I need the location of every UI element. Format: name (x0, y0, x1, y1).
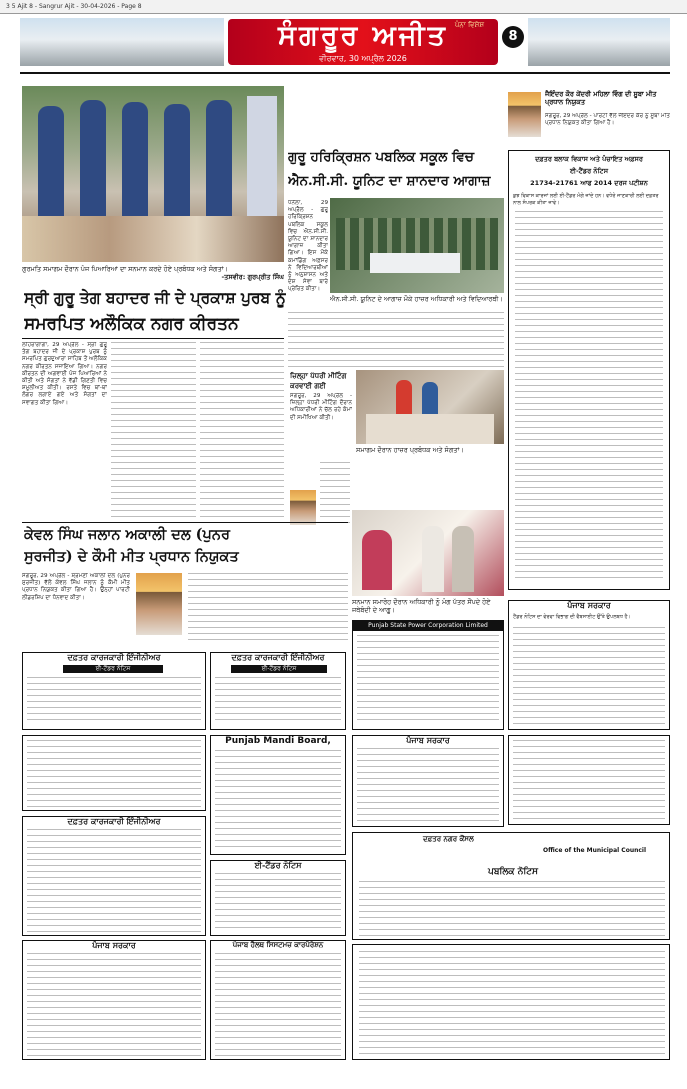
right-notice-body: ਕੁਝ ਵਿਕਾਸ ਕਾਰਜਾਂ ਲਈ ਈ-ਟੈਂਡਰ ਮੰਗੇ ਜਾਂਦੇ ਹਨ। ਵਧੇਰੇ ਜਾਣਕਾਰੀ ਲਈ ਦਫ਼ਤਰ ਨਾਲ ਸੰਪਰਕ ਕੀਤਾ ਜਾਵੇ। (513, 193, 659, 206)
masthead-photo-left (20, 18, 224, 66)
ad-14-text (359, 951, 665, 1055)
ad-1-text (27, 677, 201, 725)
ad-box-12 (22, 940, 206, 1060)
right-notice-table (515, 211, 663, 581)
lead-rule (22, 338, 284, 339)
right-notice-title: ਦਫ਼ਤਰ ਬਲਾਕ ਵਿਕਾਸ ਅਤੇ ਪੰਚਾਇਤ ਅਫ਼ਸਰ (535, 155, 643, 163)
ad-6-title: Punjab Mandi Board, (225, 736, 331, 746)
right-notice-ref: 21734-21761 ਆਫ 2014 ਦਰਜ ਪਟੀਸ਼ਨ (530, 179, 648, 187)
school-body-rest (288, 312, 504, 368)
ad-box-13 (210, 940, 346, 1060)
ad-2-title: ਦਫ਼ਤਰ ਕਾਰਜਕਾਰੀ ਇੰਜੀਨੀਅਰ (231, 653, 325, 662)
lead-headline-2: ਸਮਰਪਿਤ ਅਲੌਕਿਕ ਨਗਰ ਕੀਰਤਨ (24, 314, 239, 334)
ad-9-text (27, 829, 201, 933)
school-headline-2: ਐਨ.ਸੀ.ਸੀ. ਯੂਨਿਟ ਦਾ ਸ਼ਾਨਦਾਰ ਆਗਾਜ਼ (288, 173, 491, 189)
ad-box-9 (22, 816, 206, 936)
lead-photo-credit: -ਤਸਵੀਰ: ਗੁਰਪ੍ਰੀਤ ਸਿੰਘ (221, 273, 284, 281)
middle-photo (356, 370, 504, 444)
ad-1-title: ਦਫ਼ਤਰ ਕਾਰਜਕਾਰੀ ਇੰਜੀਨੀਅਰ (67, 653, 161, 662)
appointment-headline-1: ਕੇਵਲ ਸਿੰਘ ਜਲਾਨ ਅਕਾਲੀ ਦਲ (ਪੁਨਰ (24, 526, 230, 543)
middle-body: ਸੰਗਰੂਰ, 29 ਅਪ੍ਰੈਲ - ਜ਼ਿਲ੍ਹਾ ਪੱਧਰੀ ਮੀਟਿੰਗ ਦੌਰਾਨ ਅਧਿਕਾਰੀਆਂ ਨੇ ਚੱਲ ਰਹੇ ਕੰਮਾਂ ਦੀ ਸਮੀਖਿਆ ਕੀਤੀ। (290, 393, 352, 421)
appointment-portrait (136, 573, 182, 635)
masthead (20, 16, 670, 74)
right-notice (508, 150, 670, 590)
lead-photo-caption: ਗੁਰਮਤਿ ਸਮਾਗਮ ਦੌਰਾਨ ਪੰਜ ਪਿਆਰਿਆਂ ਦਾ ਸਨਮਾਨ ਕਰਦੇ ਹੋਏ ਪ੍ਰਬੰਧਕ ਅਤੇ ਸੰਗਤਾਂ। (22, 265, 228, 273)
right-notice-subtitle: ਈ-ਟੈਂਡਰ ਨੋਟਿਸ (569, 167, 609, 175)
ad-11-english-title: Office of the Municipal Council (543, 847, 647, 854)
office-photo-caption: ਸਨਮਾਨ ਸਮਾਰੋਹ ਦੌਰਾਨ ਅਧਿਕਾਰੀ ਨੂੰ ਮੰਗ ਪੱਤਰ ਸੌਂਪਦੇ ਹੋਏ ਜਥੇਬੰਦੀ ਦੇ ਆਗੂ। (352, 598, 491, 614)
top-right-body: ਸੰਗਰੂਰ, 29 ਅਪ੍ਰੈਲ - ਪਾਰਟੀ ਵੱਲੋਂ ਜੈਇੰਦਰ ਕੌਰ ਨੂੰ ਸੂਬਾ ਮੀਤ ਪ੍ਰਧਾਨ ਨਿਯੁਕਤ ਕੀਤਾ ਗਿਆ ਹੈ। (545, 113, 670, 127)
masthead-title: ਸੰਗਰੂਰ ਅਜੀਤ (278, 20, 448, 51)
print-strip: 3 5 Ajit 8 - Sangrur Ajit - 30-04-2026 - Page 8 (0, 0, 687, 14)
ad-box-11 (352, 832, 670, 940)
ad-3-title: Punjab State Power Corporation Limited (353, 621, 503, 631)
school-headline-1: ਗੁਰੂ ਹਰਿਕ੍ਰਿਸ਼ਨ ਪਬਲਿਕ ਸਕੂਲ ਵਿਚ (288, 149, 474, 165)
ad-13-text (215, 953, 341, 1057)
masthead-subtitle: ਪੰਨਾ ਵਿਸ਼ੇਸ਼ (454, 21, 484, 29)
middle-headline-2: ਕਰਵਾਈ ਗਈ (290, 381, 326, 390)
ad-6-text (215, 750, 341, 850)
masthead-photo-right (528, 18, 670, 66)
ad-box-10 (210, 860, 346, 936)
ad-7-text (357, 748, 499, 824)
ad-13-title: ਪੰਜਾਬ ਹੈਲਥ ਸਿਸਟਮਜ਼ ਕਾਰਪੋਰੇਸ਼ਨ (232, 941, 324, 949)
ad-5-text (27, 740, 201, 808)
masthead-brand (228, 19, 498, 65)
ad-3-text (357, 635, 499, 725)
ad-box-7 (352, 735, 504, 827)
school-photo (330, 198, 504, 293)
ad-box-2 (210, 652, 346, 730)
ad-box-14 (352, 944, 670, 1060)
top-right-headline: ਜੈਇੰਦਰ ਕੌਰ ਕੇਂਦਰੀ ਮਹਿਲਾ ਵਿੰਗ ਦੀ ਸੂਬਾ ਮੀਤ ਪ੍ਰਧਾਨ ਨਿਯੁਕਤ (545, 90, 657, 106)
ad-4-title: ਪੰਜਾਬ ਸਰਕਾਰ (567, 601, 611, 610)
portrait-photo (508, 92, 541, 137)
appointment-body-rest (188, 573, 348, 645)
middle-portrait (290, 490, 316, 525)
ad-4-body: ਟੈਂਡਰ ਨੋਟਿਸ ਦਾ ਵੇਰਵਾ ਵਿਭਾਗ ਦੀ ਵੈਬਸਾਈਟ ਉੱਤੇ ਉਪਲਬਧ ਹੈ। (513, 614, 631, 620)
ad-box-3 (352, 620, 504, 730)
ad-box-6 (210, 735, 346, 855)
ad-box-5 (22, 735, 206, 811)
lead-photo (22, 86, 284, 262)
lead-headline-1: ਸ੍ਰੀ ਗੁਰੂ ਤੇਗ ਬਹਾਦਰ ਜੀ ਦੇ ਪ੍ਰਕਾਸ਼ ਪੁਰਬ ਨੂੰ (24, 288, 286, 307)
ad-box-4 (508, 600, 670, 730)
ad-box-1 (22, 652, 206, 730)
page-number: 8 (502, 26, 524, 48)
appointment-body-col-1: ਸੰਗਰੂਰ, 29 ਅਪ੍ਰੈਲ - ਸ਼੍ਰੋਮਣੀ ਅਕਾਲੀ ਦਲ (ਪੁਨਰ ਸੁਰਜੀਤ) ਵੱਲੋਂ ਕੇਵਲ ਸਿੰਘ ਜਲਾਨ ਨੂੰ ਕੌਮੀ ਮੀਤ ਪ੍ਰਧਾਨ ਨਿਯੁਕਤ ਕੀਤਾ ਗਿਆ ਹੈ। ਉਨ੍ਹਾਂ ਪਾਰਟੀ ਲੀਡਰਸ਼ਿਪ ਦਾ ਧੰਨਵਾਦ ਕੀਤਾ। (22, 573, 130, 601)
lead-body-col-1: ਲਹਿਰਾਗਾਗਾ, 29 ਅਪ੍ਰੈਲ - ਸ੍ਰੀ ਗੁਰੂ ਤੇਗ ਬਹਾਦਰ ਜੀ ਦੇ ਪ੍ਰਕਾਸ਼ ਪੁਰਬ ਨੂੰ ਸਮਰਪਿਤ ਗੁਰਦੁਆਰਾ ਸਾਹਿਬ ਤੋਂ ਅਲੌਕਿਕ ਨਗਰ ਕੀਰਤਨ ਸਜਾਇਆ ਗਿਆ। ਨਗਰ ਕੀਰਤਨ ਦੀ ਅਗਵਾਈ ਪੰਜ ਪਿਆਰਿਆਂ ਨੇ ਕੀਤੀ ਅਤੇ ਸੰਗਤਾਂ ਨੇ ਵੱਡੀ ਗਿਣਤੀ ਵਿਚ ਸ਼ਮੂਲੀਅਤ ਕੀਤੀ। ਰਸਤੇ ਵਿਚ ਥਾਂ-ਥਾਂ ਲੰਗਰ ਲਗਾਏ ਗਏ ਅਤੇ ਸੰਗਤਾਂ ਦਾ ਸਵਾਗਤ ਕੀਤਾ ਗਿਆ। (22, 342, 107, 406)
ad-box-8 (508, 735, 670, 825)
middle-photo-caption: ਸਮਾਗਮ ਦੌਰਾਨ ਹਾਜ਼ਰ ਪ੍ਰਬੰਧਕ ਅਤੇ ਸੰਗਤਾਂ। (356, 446, 464, 454)
ad-10-title: ਈ-ਟੈਂਡਰ ਨੋਟਿਸ (254, 861, 302, 870)
lead-body-col-3 (200, 342, 284, 517)
school-photo-caption: ਐਨ.ਸੀ.ਸੀ. ਯੂਨਿਟ ਦੇ ਆਗਾਜ਼ ਮੌਕੇ ਹਾਜ਼ਰ ਅਧਿਕਾਰੀ ਅਤੇ ਵਿਦਿਆਰਥੀ। (330, 295, 503, 303)
ad-12-title: ਪੰਜਾਬ ਸਰਕਾਰ (92, 941, 136, 950)
ad-1-sub: ਈ-ਟੈਂਡਰ ਨੋਟਿਸ (63, 665, 163, 673)
ad-2-text (215, 677, 341, 725)
appointment-rule (22, 522, 348, 523)
ad-9-title: ਦਫ਼ਤਰ ਕਾਰਜਕਾਰੀ ਇੰਜੀਨੀਅਰ (67, 817, 161, 826)
ad-11-title: ਦਫ਼ਤਰ ਨਗਰ ਕੌਂਸਲ (423, 835, 474, 843)
school-body-col-1: ਧਨੌਲਾ, 29 ਅਪ੍ਰੈਲ - ਗੁਰੂ ਹਰਿਕ੍ਰਿਸ਼ਨ ਪਬਲਿਕ ਸਕੂਲ ਵਿਚ ਐਨ.ਸੀ.ਸੀ. ਯੂਨਿਟ ਦਾ ਸ਼ਾਨਦਾਰ ਆਗਾਜ਼ ਕੀਤਾ ਗਿਆ। ਇਸ ਮੌਕੇ ਕਮਾਂਡਿੰਗ ਅਫ਼ਸਰ ਨੇ ਵਿਦਿਆਰਥੀਆਂ ਨੂੰ ਅਨੁਸ਼ਾਸਨ ਅਤੇ ਦੇਸ਼ ਸੇਵਾ ਬਾਰੇ ਪ੍ਰੇਰਿਤ ਕੀਤਾ। (288, 200, 328, 293)
middle-body-rest (320, 462, 350, 526)
lead-body-col-2 (111, 342, 196, 517)
office-photo (352, 510, 504, 596)
appointment-headline-2: ਸੁਰਜੀਤ) ਦੇ ਕੌਮੀ ਮੀਤ ਪ੍ਰਧਾਨ ਨਿਯੁਕਤ (24, 548, 239, 565)
ad-7-title: ਪੰਜਾਬ ਸਰਕਾਰ (406, 736, 450, 745)
middle-headline-1: ਜ਼ਿਲ੍ਹਾ ਪੱਧਰੀ ਮੀਟਿੰਗ (290, 371, 347, 380)
ad-11-notice-title: ਪਬਲਿਕ ਨੋਟਿਸ (488, 867, 538, 877)
ad-11-text (359, 881, 665, 937)
ad-4-text (513, 627, 665, 725)
ad-8-text (513, 740, 665, 822)
ad-10-text (215, 873, 341, 933)
ad-2-sub: ਈ-ਟੈਂਡਰ ਨੋਟਿਸ (231, 665, 327, 673)
masthead-date: ਵੀਰਵਾਰ, 30 ਅਪ੍ਰੈਲ 2026 (319, 54, 407, 63)
ad-12-text (27, 953, 201, 1057)
